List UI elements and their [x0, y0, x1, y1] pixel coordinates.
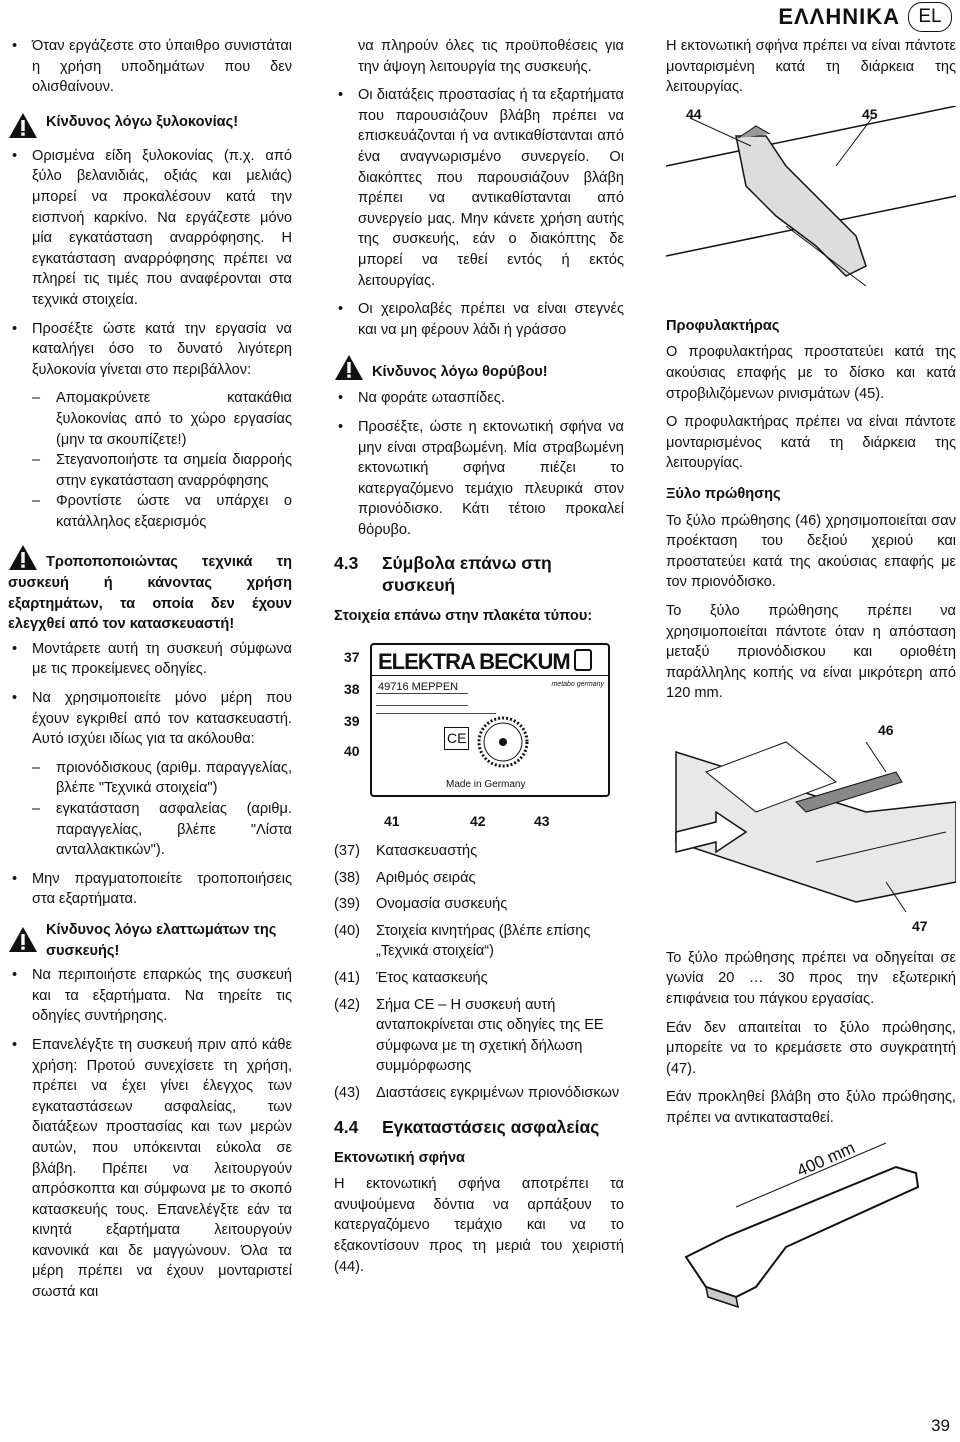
callout-47: 47 [912, 917, 928, 934]
paragraph: Εάν προκληθεί βλάβη στο ξύλο πρώθησης, πρέπει να αντικατασταθεί. [666, 1089, 956, 1127]
callout-46: 46 [878, 721, 894, 738]
saw-blade-icon [476, 715, 530, 769]
callout-41: 41 [384, 813, 400, 830]
bullet-item: • Οι διατάξεις προστασίας ή τα εξαρτήματα που παρουσιάζουν βλάβη πρέπει να επισκευάζονται ή να αντικαθίστανται από ένα αναγνωρισμένο συνεργείο. Οι διακόπτες που παρουσιάζουν βλάβη πρέπει να αντικαθίστανται από συνεργείο μας. Μην κάνετε χρήση αυτής της συσκευής, εάν ο διακόπτης δε μπορεί να τεθεί εντός ή εκτός λειτουργίας. [334, 85, 624, 291]
warning-block [334, 354, 624, 384]
plate-made-in: Made in Germany [446, 779, 526, 791]
bullet-item: • Μην πραγματοποιείτε τροποποιήσεις στα εξαρτήματα. [8, 869, 292, 910]
bullet-item: • Ορισμένα είδη ξυλοκονίας (π.χ. από ξύλο βελανιδιάς, οξιάς και μελιάς) μπορεί να προκαλέσουν κατά την εισπνοή καρκίνο. Να εργάζεστε μόνο μία εγκατάσταση αναρρόφησης. Η εγκατάσταση αναρρόφησης πρέπει να πληρεί τις τιμές που αναφέρονται στα τεχνικά στοιχεία. [8, 146, 292, 311]
language-title: ΕΛΛΗΝΙΚΑ [778, 4, 900, 29]
legend-item [334, 995, 624, 1077]
warning-icon [8, 926, 38, 953]
paragraph: Το ξύλο πρώθησης (46) χρησιμοποιείται σαν προέκταση του δεξιού χεριού και προστατεύει κατά της ακούσιας επαφής με τον πριονόδισκο. [666, 512, 956, 591]
callout-42: 42 [470, 813, 486, 830]
legend-text: Κατασκευαστής [376, 843, 478, 860]
riving-knife-figure [666, 106, 956, 306]
warning-icon [334, 354, 364, 381]
blade-guard-illustration [666, 106, 956, 306]
bullet-item: • Προσέξτε ώστε κατά την εργασία να καταλήγει όσο το δυνατό λιγότερη ξυλοκονία γίνεται στο περιβάλλον: [8, 319, 292, 381]
legend-text: Στοιχεία κινητήρας (βλέπε επίσης „Τεχνικά στοιχεία“) [376, 922, 591, 960]
guard-heading: Προφυλακτήρας [666, 317, 780, 334]
callout-43: 43 [534, 813, 550, 830]
section-title: Σύμβολα επάνω στη συσκευή [382, 553, 552, 596]
warning-title: Κίνδυνος λόγω ελαττωμάτων της συσκευής! [46, 921, 277, 959]
warning-title: Κίνδυνος λόγω ξυλοκονίας! [46, 113, 239, 130]
plate-brand: ELEKTRA BECKUM [378, 649, 570, 675]
legend-text: Ονομασία συσκευής [376, 896, 508, 913]
push-stick-illustration [666, 712, 956, 942]
legend-list [334, 841, 624, 1104]
paragraph: να πληρούν όλες τις προϋποθέσεις για την άψογη λειτουργία της συσκευής. [358, 38, 624, 75]
bullet-item: • Να χρησιμοποιείτε μόνο μέρη που έχουν εγκριθεί από τον κατασκευαστή. Αυτό ισχύει ιδίως για τα ακόλουθα: [8, 688, 292, 750]
legend-text: Διαστάσεις εγκριμένων πριονόδισκων [376, 1085, 620, 1101]
legend-item [334, 841, 624, 862]
legend-number: (37) [334, 843, 360, 860]
legend-text: Αριθμός σειράς [376, 869, 476, 886]
paragraph: Το ξύλο πρώθησης πρέπει να χρησιμοποιείται πάντοτε όταν η απόσταση μεταξύ πριονόδισκου και οριοθέτη παράλληλης κοπής να είναι μικρότερη από 120 mm. [666, 602, 956, 702]
legend-number: (40) [334, 922, 360, 939]
bullet-item: • Να φοράτε ωτασπίδες. [334, 388, 624, 409]
legend-number: (41) [334, 970, 360, 987]
push-stick-figure [666, 712, 956, 942]
language-badge: EL [908, 2, 952, 32]
plate-address: 49716 MEPPEN [378, 681, 459, 694]
type-plate-figure [334, 633, 624, 833]
dash-item: – Φροντίστε ώστε να υπάρχει ο κατάλληλος εξαερισμός [8, 491, 292, 532]
callout-37: 37 [344, 649, 360, 666]
warning-title: Κίνδυνος λόγω θορύβου! [372, 364, 548, 381]
dash-item: – εγκατάσταση ασφαλείας (αριθμ. παραγγελίας, βλέπε "Λίστα ανταλλακτικών"). [8, 799, 292, 861]
callout-38: 38 [344, 681, 360, 698]
section-title: Εγκαταστάσεις ασφαλείας [382, 1116, 600, 1137]
brand-logo-icon [574, 649, 592, 671]
warning-icon [8, 112, 38, 139]
legend-number: (39) [334, 896, 360, 913]
page-header [778, 2, 952, 32]
paragraph: Ο προφυλακτήρας προστατεύει κατά της ακούσιας επαφής με το δίσκο και κατά στροβιλιζόμενων ρινισμάτων (45). [666, 344, 956, 402]
legend-text: Έτος κατασκευής [376, 970, 488, 987]
serial-field [376, 693, 468, 706]
dash-item: – Στεγανοποιήστε τα σημεία διαρροής στην εγκατάσταση αναρρόφησης [8, 450, 292, 491]
dash-item: – πριονόδισκους (αριθμ. παραγγελίας, βλέπε "Τεχνικά στοιχεία") [8, 758, 292, 799]
plate-subbrand: metabo germany [551, 681, 604, 689]
bullet-item: • Μοντάρετε αυτή τη συσκευή σύμφωνα με τις προκείμενες οδηγίες. [8, 639, 292, 680]
paragraph: Η εκτονωτική σφήνα αποτρέπει τα ανυψούμενα δόντια να αρπάξουν το κατεργαζόμενο τεμάχιο και να το εξακοντίσουν προς τη μεριά του χειριστή (44). [334, 1176, 624, 1275]
paragraph: Εάν δεν απαιτείται το ξύλο πρώθησης, μπορείτε να το κρεμάσετε στο συγκρατητή (47). [666, 1019, 956, 1077]
bullet-item: • Οι χειρολαβές πρέπει να είναι στεγνές και να μη φέρουν λάδι ή γράσσο [334, 299, 624, 340]
wedge-heading: Εκτονωτική σφήνα [334, 1149, 466, 1166]
bullet-item: • Όταν εργάζεστε στο ύπαιθρο συνιστάται η χρήση υποδημάτων που δεν ολισθαίνουν. [8, 36, 292, 98]
warning-block [8, 920, 292, 961]
column-3 [666, 36, 956, 1333]
push-stick-heading: Ξύλο πρώθησης [666, 485, 781, 502]
section-number: 4.3 [334, 553, 359, 574]
column-2 [334, 36, 624, 1285]
section-heading-4-4 [334, 1116, 624, 1138]
legend-item [334, 921, 624, 962]
warning-block [8, 112, 292, 142]
type-plate [370, 643, 610, 797]
legend-item [334, 1083, 624, 1104]
section-number: 4.4 [334, 1116, 359, 1137]
bullet-item: • Να περιποιήστε επαρκώς της συσκευή και τα εξαρτήματα. Να τηρείτε τις οδηγίες συντήρησης. [8, 965, 292, 1027]
paragraph: Το ξύλο πρώθησης πρέπει να οδηγείται σε γωνία 20 … 30 προς την εξωτερική επιφάνεια του πάγκου εργασίας. [666, 949, 956, 1008]
callout-45: 45 [862, 105, 878, 122]
plate-heading: Στοιχεία επάνω στην πλακέτα τύπου: [334, 608, 593, 625]
warning-title: Τροποποποιώντας τεχνικά τη συσκευή ή κάνοντας χρήση εξαρτημάτων, τα οποία δεν έχουν ελεγχθεί από τον κατασκευαστή! [8, 554, 292, 633]
warning-icon [8, 544, 38, 571]
legend-text: Σήμα CE – Η συσκευή αυτή ανταποκρίνεται στις οδηγίες της ΕΕ σύμφωνα με τη σχετική δήλωση συμμόρφωσης [376, 996, 604, 1075]
legend-number: (43) [334, 1085, 360, 1101]
paragraph: Ο προφυλακτήρας πρέπει να είναι πάντοτε μονταρισμένος κατά τη διάρκεια της λειτουργίας. [666, 414, 956, 472]
callout-44: 44 [686, 105, 702, 122]
callout-39: 39 [344, 713, 360, 730]
callout-40: 40 [344, 743, 360, 760]
bullet-item: • Προσέξτε, ώστε η εκτονωτική σφήνα να μην είναι στραβωμένη. Μία στραβωμένη εκτονωτική σφήνα πιέζει το κατεργαζόμενο τεμάχιο πλευρικά στον πριονόδισκο. Κάτι τέτοιο προκαλεί θόρυβο. [334, 417, 624, 541]
model-field [376, 713, 496, 714]
dash-item: – Απομακρύνετε κατακάθια ξυλοκονίας από το χώρο εργασίας (μην τα σκουπίζετε!) [8, 388, 292, 450]
paragraph: Η εκτονωτική σφήνα πρέπει να είναι πάντοτε μονταρισμένη κατά τη διάρκεια της λειτουργίας. [666, 38, 956, 96]
ce-mark: CE [444, 727, 469, 750]
bullet-item: • Επανελέγξτε τη συσκευή πριν από κάθε χρήση: Προτού συνεχίσετε τη χρήση, πρέπει να έχει γίνει έλεγχος των εγκαταστάσεων ασφαλείας, των διατάξεων προστασίας και των μερών αυτών, που υπόκεινται εύκολα σε βλάβη. Πρέπει να λειτουργούν απρόσκοπτα και σύμφωνα με το σκοπό κατασκευής τους. Επανελέγξτε εάν τα κινητά εξαρτήματα λειτουργούν κανονικά και δε μαγγώνουν. Όλα τα μέρη πρέπει να έχουν μονταριστεί σωστά και [8, 1035, 292, 1303]
warning-block [8, 544, 292, 634]
column-1 [8, 36, 292, 1311]
page-number: 39 [931, 1416, 950, 1435]
legend-item [334, 968, 624, 989]
legend-number: (42) [334, 996, 360, 1013]
dimension-label: 400 mm [794, 1137, 858, 1180]
legend-item [334, 868, 624, 889]
section-heading-4-3 [334, 552, 624, 596]
legend-item [334, 894, 624, 915]
push-stick-dimension-figure [666, 1137, 956, 1327]
legend-number: (38) [334, 869, 360, 886]
